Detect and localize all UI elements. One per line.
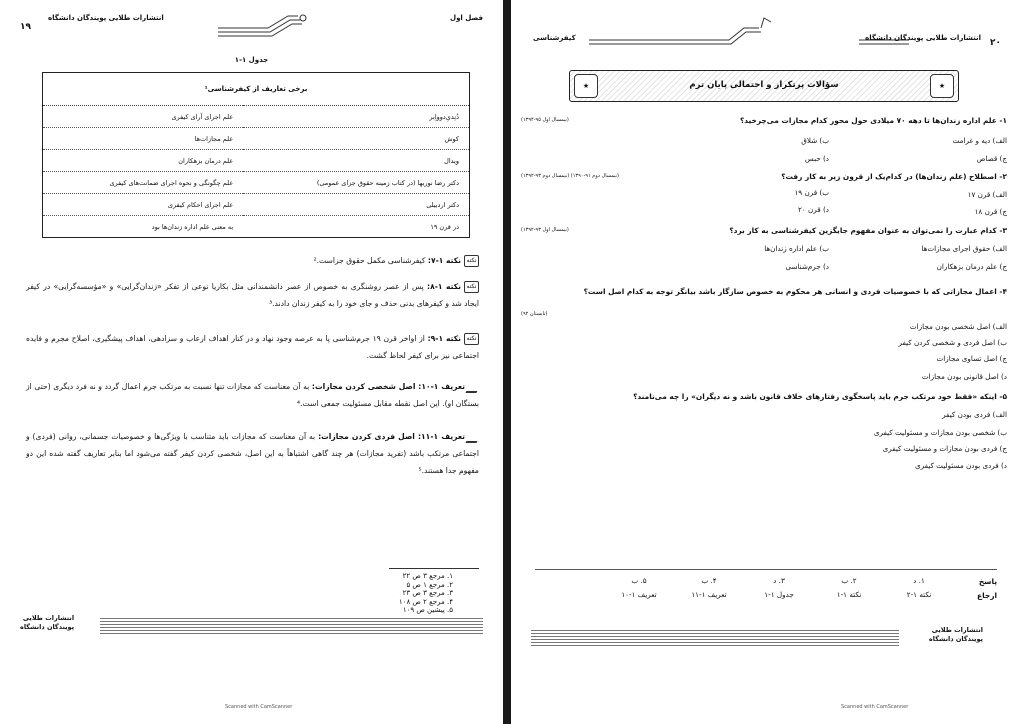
definition-cell: به معنی علم اداره زندان‌ها بود	[43, 216, 244, 238]
note-label: نکته ۱-۷:	[427, 256, 461, 265]
question-text: ۴- اعمال مجازاتی که با خصوصیات فردی و انسانی هر محکوم به خصوص سازگار باشد بیانگر توجه به کدام اصل است؟	[583, 287, 1007, 296]
page-right	[511, 0, 1019, 724]
option: الف) دیه و غرامت	[952, 136, 1007, 145]
footer-logo	[20, 614, 74, 632]
questions-banner	[569, 70, 959, 102]
note-icon: نکته	[464, 281, 479, 293]
option: ب) شخصی بودن مجازات و مسئولیت کیفری	[873, 428, 1007, 437]
author-cell: در قرن ۱۹	[243, 216, 469, 238]
note-text: از اواخر قرن ۱۹ جرم‌شناسی پا به عرصه وجود نهاد و در کنار اهداف ارعاب و سزادهی، اهداف پیشگیری، اصلاح مجرم و فایده اجتماعی نیز برای کیفر لحاظ گشت.	[26, 334, 479, 360]
note-1-7	[26, 252, 479, 269]
note-text: کیفرشناسی مکمل حقوق جزاست.²	[313, 256, 426, 265]
question-text: ۲- اصطلاح (علم زندان‌ها) در کدام‌یک از قرون زیر به کار رفت؟	[781, 172, 1007, 181]
option: الف) قرن ۱۷	[967, 190, 1007, 199]
footnote: ۳. مرجع ۳ ص ۲۳	[402, 589, 453, 598]
note-icon: نکته	[464, 333, 479, 345]
footer-logo-line: پویندگان دانشگاه	[928, 635, 983, 643]
footnote-rule	[389, 568, 479, 569]
answer-ref: تعریف ۱-۱۰	[621, 590, 657, 599]
table-row	[43, 216, 470, 238]
footer-logo	[929, 626, 983, 644]
option: ج) قرن ۱۸	[974, 207, 1007, 216]
question-3	[521, 226, 1007, 235]
note-text: پس از عصر روشنگری به خصوص از عصر دانشمندانی مثل بکاریا نوعی از تفکر «زندان‌گرایی» و «مؤسسه‌گرایی» در کیفر ایجاد شد و کیفرهای بدنی حذف و جای خود را به کیفر زندان دادند.³	[26, 282, 479, 308]
footnotes	[399, 572, 453, 615]
answer-label: پاسخ	[978, 577, 997, 586]
scanner-watermark: Scanned with CamScanner	[225, 704, 293, 710]
option: ب) قرن ۱۹	[794, 188, 829, 197]
note-1-9	[26, 330, 479, 364]
chapter-title: کیفرشناسی	[533, 34, 576, 42]
banner-title: سؤالات پرتکرار و احتمالی پایان ترم	[689, 80, 839, 90]
definitions-table	[42, 72, 470, 238]
option: الف) فردی بودن کیفر	[942, 410, 1007, 419]
option: ب) شلاق	[801, 136, 829, 145]
author-cell: دکتر رضا نوربها (در کتاب زمینه حقوق جزای عمومی)	[243, 172, 469, 194]
refer-label: ارجاع	[977, 591, 997, 600]
answer-value: ۴. ب	[701, 576, 717, 585]
definition-label: تعریف ۱-۱۰: اصل شخصی کردن مجازات:	[311, 382, 466, 391]
pen-icon	[465, 382, 481, 393]
question-5	[521, 392, 1007, 401]
definition-cell: علم اجرای احکام کیفری	[43, 194, 244, 216]
page-header	[18, 8, 485, 48]
table-row	[43, 128, 470, 150]
option: د) قرن ۲۰	[798, 205, 829, 214]
page-number: ۱۹	[20, 22, 31, 32]
question-1	[521, 116, 1007, 125]
badge-icon: ★	[574, 74, 598, 98]
answer-key-rule	[535, 569, 997, 570]
question-source: (نیمسال اول ۹۳-۱۳۹۲)	[521, 227, 569, 233]
answer-value: ۳. د	[773, 576, 785, 585]
note-label: نکته ۱-۹:	[427, 334, 462, 343]
option: ج) علم درمان بزهکاران	[936, 262, 1007, 271]
table-row	[43, 106, 470, 128]
question-text: ۵- اینکه «فقط خود مرتکب جرم باید پاسخگوی رفتارهای خلاف قانون باشد و نه دیگران» را چه می‌نامند؟	[633, 392, 1007, 401]
answer-ref: نکته ۱-۱	[836, 590, 862, 599]
option: د) حبس	[804, 154, 829, 163]
footer-rules	[100, 618, 483, 634]
note-1-8	[26, 278, 479, 312]
option: الف) اصل شخصی بودن مجازات	[909, 322, 1007, 331]
answer-value: ۱. د	[913, 576, 925, 585]
definition-cell: علم اجرای آرای کیفری	[43, 106, 244, 128]
answer-ref: نکته ۱-۲	[906, 590, 932, 599]
question-4	[521, 282, 1007, 317]
footnote: ۱. مرجع ۳ ص ۲۲	[402, 572, 453, 580]
footnote: ۴. مرجع ۲ ص ۱۰۸	[398, 597, 453, 606]
chapter-title: فصل اول	[450, 14, 483, 22]
question-text: ۳- کدام عبارت را نمی‌توان به عنوان مفهوم جایگزین کیفرشناسی به کار برد؟	[729, 226, 1007, 235]
header-ornament	[529, 8, 1001, 48]
answer-ref: تعریف ۱-۱۱	[691, 590, 727, 599]
answer-key	[535, 573, 997, 607]
table-row	[43, 150, 470, 172]
question-2	[521, 172, 1007, 181]
table-title: برخی تعاریف از کیفرشناسی¹	[43, 73, 470, 106]
scanner-watermark: Scanned with CamScanner	[841, 704, 909, 710]
option: ج) قصاص	[976, 154, 1007, 163]
definition-cell: علم درمان بزهکاران	[43, 150, 244, 172]
option: ب) اصل فردی و شخصی کردن کیفر	[898, 338, 1007, 347]
table-caption: جدول ۱-۱	[234, 56, 269, 64]
definition-text: به آن معناست که مجازات تنها نسبت به مرتکب جرم اعمال گردد و نه فرد دیگری (حتی از بستگان او). این اصل نقطه مقابل مسئولیت جمعی است.⁴	[26, 382, 479, 408]
footer-logo-line: انتشارات طلایی	[931, 626, 983, 634]
table-row	[43, 194, 470, 216]
footer-logo-line: انتشارات طلایی	[22, 614, 75, 622]
definition-1-11	[26, 428, 479, 479]
answer-ref: جدول ۱-۱	[764, 590, 794, 599]
question-source: (نیمسال اول ۹۵-۱۳۹۴)	[521, 117, 569, 123]
footnote: ۲. مرجع ۱ ص ۵	[406, 580, 453, 589]
definition-label: تعریف ۱-۱۱: اصل فردی کردن مجازات:	[318, 432, 466, 441]
footer-rules	[531, 630, 899, 646]
option: د) جرم‌شناسی	[785, 262, 829, 271]
question-source: (تابستان ۹۲)	[521, 311, 548, 317]
definition-1-10	[26, 378, 479, 412]
option: ج) فردی بودن مجازات و مسئولیت کیفری	[882, 444, 1007, 453]
note-icon: نکته	[464, 255, 479, 267]
option: ب) علم اداره زندان‌ها	[764, 244, 829, 253]
option: الف) حقوق اجرای مجازات‌ها	[921, 244, 1007, 253]
definition-cell: علم چگونگی و نحوه اجرای ضمانت‌های کیفری	[43, 172, 244, 194]
option: د) اصل قانونی بودن مجازات	[921, 372, 1007, 381]
table-row	[43, 172, 470, 194]
note-label: نکته ۱-۸:	[427, 282, 461, 291]
pen-icon	[465, 432, 481, 443]
question-text: ۱- علم اداره زندان‌ها تا دهه ۷۰ میلادی حول محور کدام مجازات می‌چرخید؟	[739, 116, 1007, 125]
definition-cell: علم مجازات‌ها	[43, 128, 244, 150]
question-source: (نیمسال دوم ۹۱-۱۳۹۰) (نیمسال دوم ۹۳-۱۳۹۲)	[521, 173, 619, 179]
author-cell: ویدال	[243, 150, 469, 172]
page-header	[529, 8, 1001, 48]
publisher-name: انتشارات طلایی پویندگان دانشگاه	[865, 34, 981, 42]
publisher-name: انتشارات طلایی پویندگان دانشگاه	[48, 14, 164, 22]
author-cell: دکتر اردبیلی	[243, 194, 469, 216]
page-number: ۲۰	[990, 38, 1001, 48]
badge-icon: ★	[930, 74, 954, 98]
answer-value: ۵. ب	[631, 576, 647, 585]
option: ج) اصل تساوی مجازات	[936, 354, 1007, 363]
answer-value: ۲. ب	[841, 576, 857, 585]
footnote: ۵. پیشین ص ۱۰۹	[402, 606, 453, 615]
author-cell: دُنِدیِ‌دوواِبر	[243, 106, 469, 128]
definition-text: به آن معناست که مجازات باید متناسب با ویژگی‌ها و خصوصیات جسمانی، روانی (فردی) و اجتماعی مرتکب باشد (تفرید مجازات) هر چند گاهی اشتباهاً به این اصل، شخصی کردن کیفر گفته می‌شود اما بنابر تعاریف گفته شده این دو مفهوم جدا هستند.⁵	[26, 432, 479, 475]
author-cell: کوش	[243, 128, 469, 150]
footer-logo-line: پویندگان دانشگاه	[20, 623, 75, 631]
page-left	[0, 0, 503, 724]
option: د) فردی بودن مسئولیت کیفری	[915, 461, 1007, 470]
